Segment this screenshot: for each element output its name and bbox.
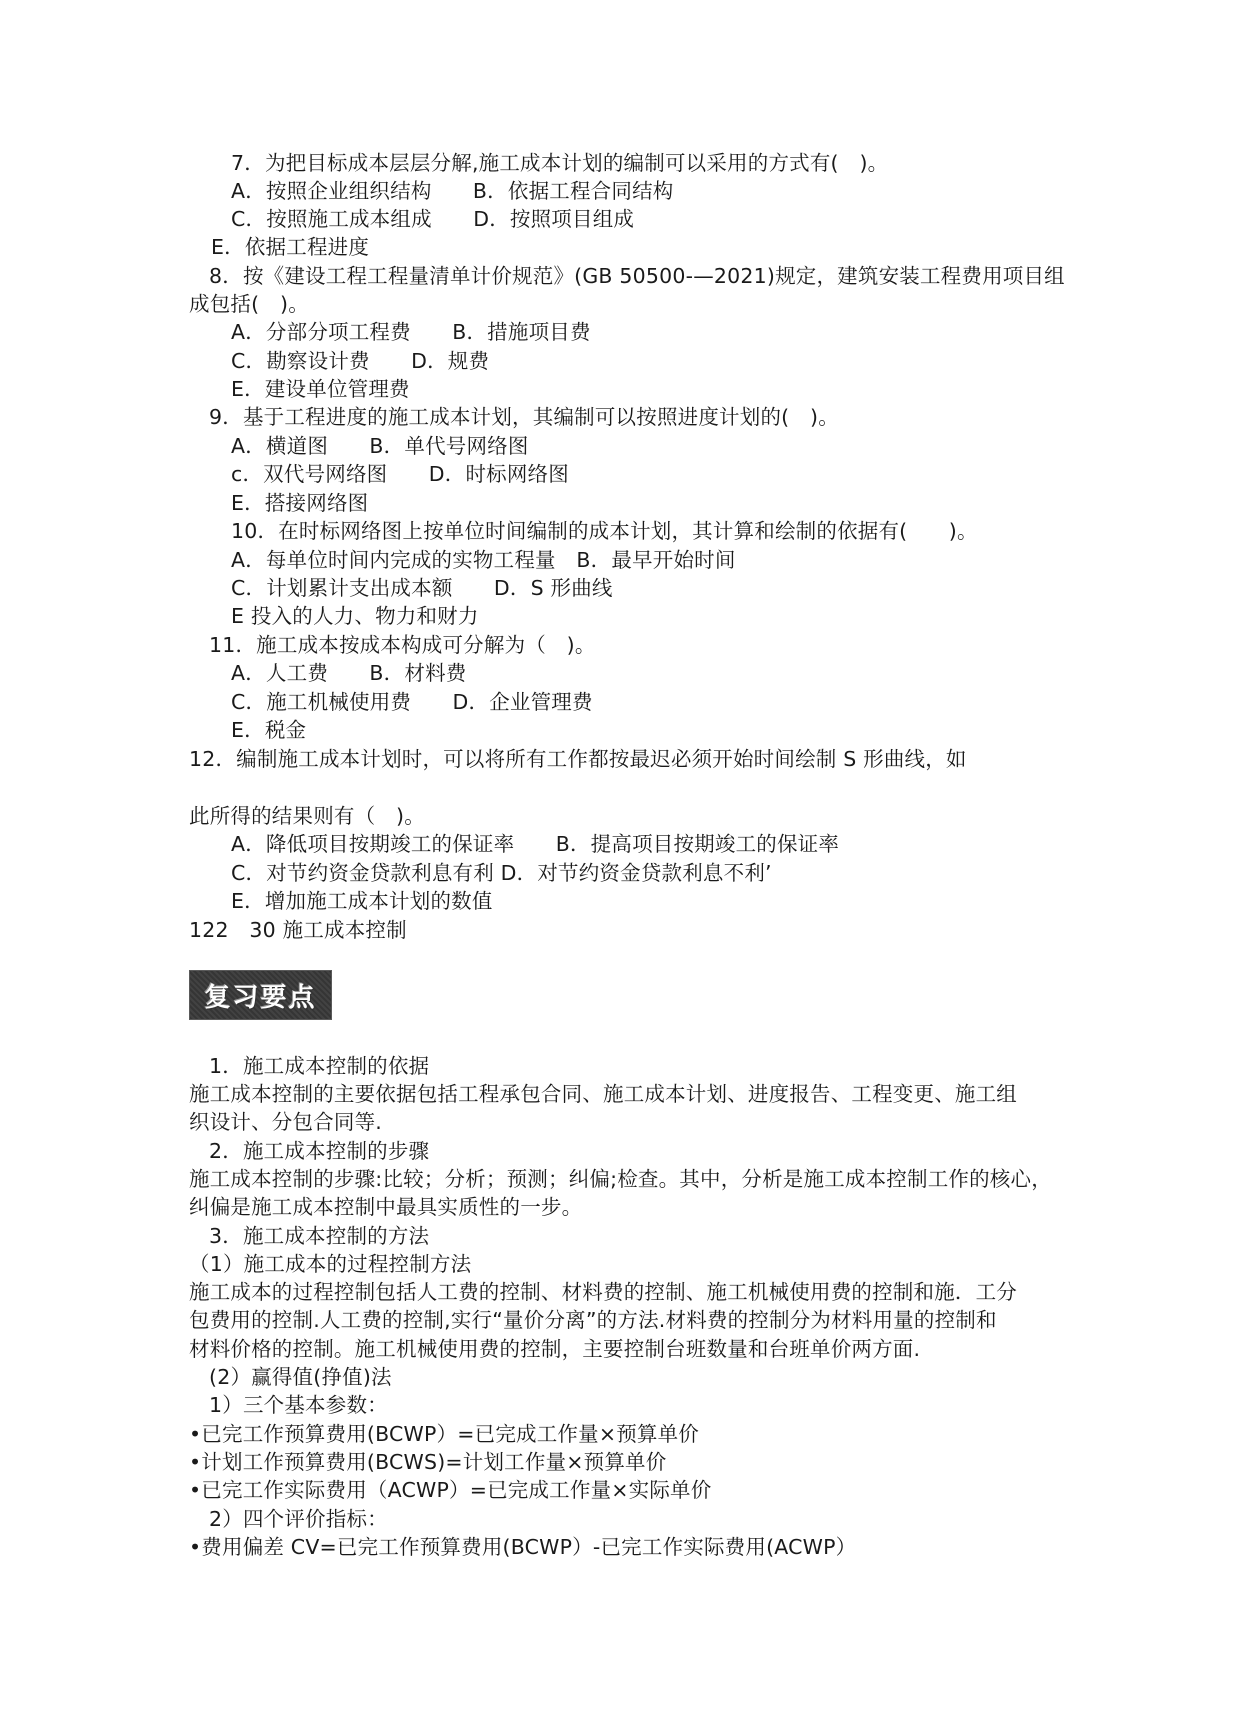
q8-stem-line1: 8．按《建设工程工程量清单计价规范》(GB 50500-—2021)规定，建筑安装工程费用项目组 (209, 264, 1065, 288)
section-heading: 122 30 施工成本控制 (189, 918, 407, 942)
review-p3-body-line1: 施工成本的过程控制包括人工费的控制、材料费的控制、施工机械使用费的控制和施．工分 (189, 1280, 1017, 1304)
q9-option-e: E．搭接网络图 (231, 491, 369, 515)
q9-stem: 9．基于工程进度的施工成本计划，其编制可以按照进度计划的( )。 (209, 405, 839, 429)
q8-options-ab: A．分部分项工程费 B．措施项目费 (231, 320, 591, 344)
q12-stem-line2: 此所得的结果则有（ )。 (189, 804, 425, 828)
q11-options-ab: A．人工费 B．材料费 (231, 661, 467, 685)
param-bcws: •计划工作预算费用(BCWS)=计划工作量×预算单价 (189, 1450, 667, 1474)
review-p3-title: 3．施工成本控制的方法 (209, 1224, 430, 1248)
review-p3-body-line2: 包费用的控制.人工费的控制,实行“量价分离”的方法.材料费的控制分为材料用量的控制和 (189, 1308, 997, 1332)
review-p1-title: 1．施工成本控制的依据 (209, 1054, 430, 1078)
q10-options-ab: A．每单位时间内完成的实物工程量 B．最早开始时间 (231, 548, 736, 572)
indices-title: 2）四个评价指标： (209, 1507, 388, 1531)
q12-stem-line1: 12．编制施工成本计划时，可以将所有工作都按最迟必须开始时间绘制 S 形曲线，如 (189, 747, 967, 771)
q8-stem-line2: 成包括( )。 (189, 292, 309, 316)
review-p1-body-line2: 织设计、分包合同等. (189, 1110, 383, 1134)
q7-options-cd: C．按照施工成本组成 D．按照项目组成 (231, 207, 635, 231)
q10-stem: 10．在时标网络图上按单位时间编制的成本计划，其计算和绘制的依据有( )。 (231, 519, 978, 543)
review-p3-body-line3: 材料价格的控制。施工机械使用费的控制，主要控制台班数量和台班单价两方面. (189, 1337, 921, 1361)
q7-option-e: E．依据工程进度 (211, 235, 370, 259)
params-title: 1）三个基本参数： (209, 1393, 388, 1417)
q9-options-ab: A．横道图 B．单代号网络图 (231, 434, 529, 458)
q12-options-ab: A．降低项目按期竣工的保证率 B．提高项目按期竣工的保证率 (231, 832, 840, 856)
q11-options-cd: C．施工机械使用费 D．企业管理费 (231, 690, 593, 714)
param-acwp: •已完工作实际费用（ACWP）=已完成工作量×实际单价 (189, 1478, 712, 1502)
q7-options-ab: A．按照企业组织结构 B．依据工程合同结构 (231, 179, 674, 203)
review-p2-body-line1: 施工成本控制的步骤:比较；分析；预测；纠偏;检查。其中，分析是施工成本控制工作的核心， (189, 1167, 1052, 1191)
q11-option-e: E．税金 (231, 718, 307, 742)
review-p3-sub2: (2）赢得值(挣值)法 (209, 1365, 392, 1389)
q12-options-cd: C．对节约资金贷款利息有利 D．对节约资金贷款利息不利’ (231, 861, 772, 885)
q9-options-cd: c．双代号网络图 D．时标网络图 (231, 462, 569, 486)
review-p1-body-line1: 施工成本控制的主要依据包括工程承包合同、施工成本计划、进度报告、工程变更、施工组 (189, 1082, 1017, 1106)
q12-option-e: E．增加施工成本计划的数值 (231, 889, 493, 913)
review-badge (189, 970, 332, 1020)
review-p2-body-line2: 纠偏是施工成本控制中最具实质性的一步。 (189, 1195, 583, 1219)
review-p3-sub1: （1）施工成本的过程控制方法 (189, 1252, 472, 1276)
q10-option-e: E 投入的人力、物力和财力 (231, 604, 479, 628)
q7-stem: 7．为把目标成本层层分解,施工成本计划的编制可以采用的方式有( )。 (231, 151, 889, 175)
q8-option-e: E．建设单位管理费 (231, 377, 410, 401)
param-bcwp: •已完工作预算费用(BCWP）=已完成工作量×预算单价 (189, 1422, 699, 1446)
review-p2-title: 2．施工成本控制的步骤 (209, 1139, 430, 1163)
index-cv: •费用偏差 CV=已完工作预算费用(BCWP）-已完工作实际费用(ACWP） (189, 1535, 857, 1559)
q10-options-cd: C．计划累计支出成本额 D．S 形曲线 (231, 576, 613, 600)
review-badge-label: 复习要点 (204, 982, 317, 1013)
q11-stem: 11．施工成本按成本构成可分解为（ )。 (209, 633, 596, 657)
q8-options-cd: C．勘察设计费 D．规费 (231, 349, 490, 373)
